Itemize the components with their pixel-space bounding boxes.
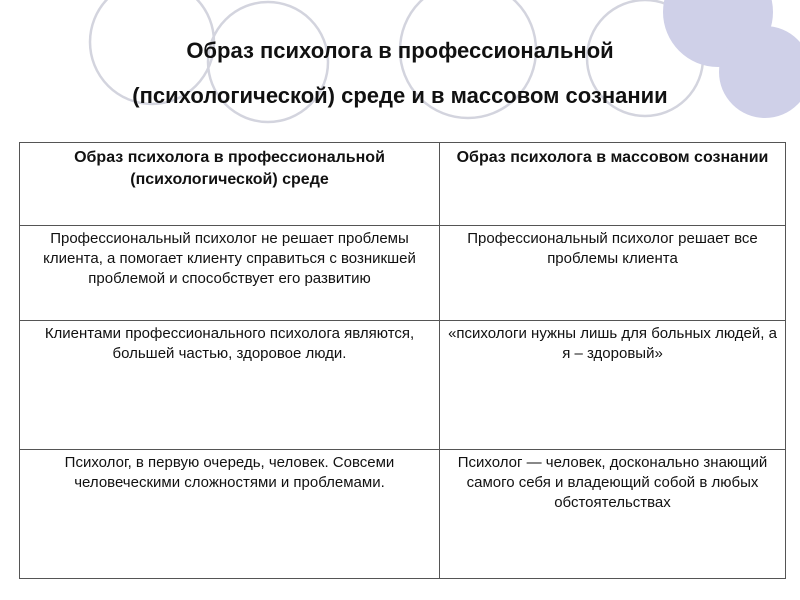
- table-row: [20, 450, 786, 579]
- cell-mass: Психолог — человек, досконально знающий самого себя и владеющий собой в любых обстоятельствах: [440, 450, 786, 579]
- title-line-1: Образ психолога в профессиональной: [186, 38, 614, 63]
- comparison-table: [19, 142, 786, 579]
- header-mass: Образ психолога в массовом сознании: [440, 143, 786, 226]
- cell-professional: Профессиональный психолог не решает проблемы клиента, а помогает клиенту справиться с возникшей проблемой и способствует его развитию: [20, 226, 440, 321]
- cell-professional: Клиентами профессионального психолога являются, большей частью, здоровое люди.: [20, 321, 440, 450]
- cell-mass: Профессиональный психолог решает все проблемы клиента: [440, 226, 786, 321]
- table-row: [20, 321, 786, 450]
- cell-professional: Психолог, в первую очередь, человек. Совсеми человеческими сложностями и проблемами.: [20, 450, 440, 579]
- table-row: [20, 226, 786, 321]
- header-professional: Образ психолога в профессиональной (психологической) среде: [20, 143, 440, 226]
- table-header-row: [20, 143, 786, 226]
- title-line-2: (психологической) среде и в массовом сознании: [132, 83, 668, 108]
- page-title: [0, 28, 800, 118]
- cell-mass: «психологи нужны лишь для больных людей, а я – здоровый»: [440, 321, 786, 450]
